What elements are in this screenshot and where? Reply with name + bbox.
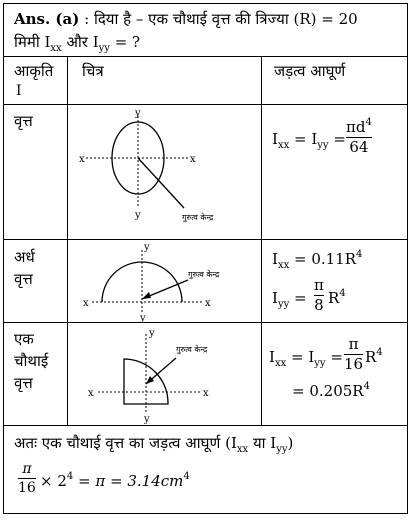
subscript-yy: yy xyxy=(98,43,110,54)
formula-power: 4 xyxy=(376,347,383,358)
formula-eq2: = xyxy=(328,130,346,148)
y-bottom-label: y xyxy=(135,210,141,221)
x-right-label: x xyxy=(203,388,209,399)
arrow-head xyxy=(142,292,151,299)
header-figure: चित्र xyxy=(82,62,104,80)
answer-box xyxy=(3,3,408,514)
x-left-label: x xyxy=(79,154,85,165)
y-top-label: y xyxy=(144,242,150,253)
formula-value: = 0.11R xyxy=(289,250,357,268)
row2-formula-line1 xyxy=(272,249,363,271)
formula-sub-xx: xx xyxy=(277,140,290,151)
subscript-xx: xx xyxy=(50,43,62,54)
row3-formula-line1 xyxy=(269,348,343,369)
quarter-circle-shape xyxy=(124,359,168,404)
conclusion-fraction xyxy=(18,462,36,495)
arrow-head xyxy=(146,376,154,384)
centroid-pointer xyxy=(138,158,184,208)
conclusion-times: × 2 xyxy=(40,472,67,490)
conclusion-text: अतः एक चौथाई वृत्त का जड़त्व आघूर्ण (I xyxy=(14,434,237,452)
fraction-denominator: 64 xyxy=(349,138,369,156)
fraction-numerator xyxy=(346,117,372,136)
x-left-label: x xyxy=(83,298,89,309)
y-top-label: y xyxy=(149,328,155,339)
conclusion-result xyxy=(40,471,190,490)
row3-fraction xyxy=(344,337,363,372)
row1-fraction xyxy=(346,117,372,156)
question-line-2 xyxy=(14,33,141,54)
formula-I: I xyxy=(272,250,278,268)
col1-divider xyxy=(67,56,68,425)
formula-sub-yy: yy xyxy=(314,358,326,369)
numerator-text: πd xyxy=(346,118,366,136)
row3-formula-line2 xyxy=(292,381,370,400)
formula-eq2: = xyxy=(325,348,343,366)
centroid-label: गुरुत्व केन्द्र xyxy=(182,213,214,222)
question-given-and: और I xyxy=(61,33,99,51)
y-bottom-label: y xyxy=(140,313,146,324)
formula-eq1: = I xyxy=(289,130,318,148)
conclusion-or: या I xyxy=(248,434,277,452)
x-right-label: x xyxy=(205,298,211,309)
formula-power: 4 xyxy=(356,249,363,260)
fraction-numerator: π xyxy=(314,276,324,294)
row2-fraction xyxy=(314,278,324,313)
row3-shape-name-3: वृत्त xyxy=(14,374,33,392)
x-left-label: x xyxy=(88,388,94,399)
circle-figure xyxy=(76,108,214,228)
row1-formula xyxy=(272,130,346,151)
header-moment-of-inertia: जड़त्व आघूर्ण xyxy=(274,62,346,80)
numerator-power: 4 xyxy=(365,117,372,128)
formula-value: = 0.205R xyxy=(292,382,364,400)
quarter-circle-figure xyxy=(80,324,230,424)
subscript-yy: yy xyxy=(276,444,288,455)
fraction-bar xyxy=(18,478,36,479)
formula-R: R xyxy=(328,289,340,307)
row3-bottom-rule xyxy=(4,425,407,426)
formula-power: 4 xyxy=(363,381,370,392)
fraction-denominator: 16 xyxy=(18,480,36,496)
row2-formula-line2 xyxy=(272,289,307,310)
x-right-label: x xyxy=(190,154,196,165)
formula-sub-yy: yy xyxy=(317,140,329,151)
conclusion-power: 4 xyxy=(66,471,74,482)
y-bottom-label: y xyxy=(144,414,150,425)
formula-sub-xx: xx xyxy=(277,260,290,271)
fraction-denominator: 8 xyxy=(314,296,324,314)
question-given-prefix: मिमी I xyxy=(14,33,51,51)
question-given-suffix: = ? xyxy=(109,33,141,51)
row3-shape-name-1: एक xyxy=(14,330,34,348)
row2-bottom-rule xyxy=(4,322,407,323)
header-shape-wrap: I xyxy=(16,83,22,99)
header-bottom-rule xyxy=(4,104,407,105)
header-shape: आकृति xyxy=(14,62,54,80)
conclusion-line xyxy=(14,434,294,455)
y-top-label: y xyxy=(135,108,141,119)
formula-I: I xyxy=(272,289,278,307)
centroid-label: गुरुत्व केन्द्र xyxy=(176,345,208,354)
row2-shape-name-2: वृत्त xyxy=(14,270,33,288)
row1-shape-name: वृत्त xyxy=(14,112,33,130)
formula-sub-xx: xx xyxy=(274,358,287,369)
row3-formula-R xyxy=(365,347,383,366)
formula-I: I xyxy=(272,130,278,148)
centroid-label: गुरुत्व केन्द्र xyxy=(188,270,220,279)
formula-I: I xyxy=(269,348,275,366)
formula-eq: = xyxy=(289,289,307,307)
question-text: : दिया है – एक चौथाई वृत्त की त्रिज्या (R) = 20 xyxy=(84,10,358,28)
row2-shape-name-1: अर्ध xyxy=(14,248,35,266)
subscript-xx: xx xyxy=(236,444,249,455)
fraction-numerator: π xyxy=(348,335,359,353)
col2-divider xyxy=(261,56,262,425)
fraction-numerator: π xyxy=(22,461,32,477)
row3-shape-name-2: चौथाई xyxy=(14,352,49,370)
formula-sub-yy: yy xyxy=(277,299,290,310)
formula-eq1: = I xyxy=(286,348,315,366)
answer-label: Ans. (a) xyxy=(14,10,80,28)
conclusion-unit-power: 4 xyxy=(183,471,190,482)
row2-formula-R xyxy=(328,288,346,307)
fraction-denominator: 16 xyxy=(344,355,364,373)
conclusion-value: = π = 3.14cm xyxy=(73,472,184,490)
formula-power: 4 xyxy=(339,288,346,299)
semicircle-figure xyxy=(78,240,228,324)
question-line-1 xyxy=(14,12,358,27)
conclusion-close: ) xyxy=(287,434,294,452)
formula-R: R xyxy=(365,348,377,366)
header-top-rule xyxy=(4,56,407,57)
